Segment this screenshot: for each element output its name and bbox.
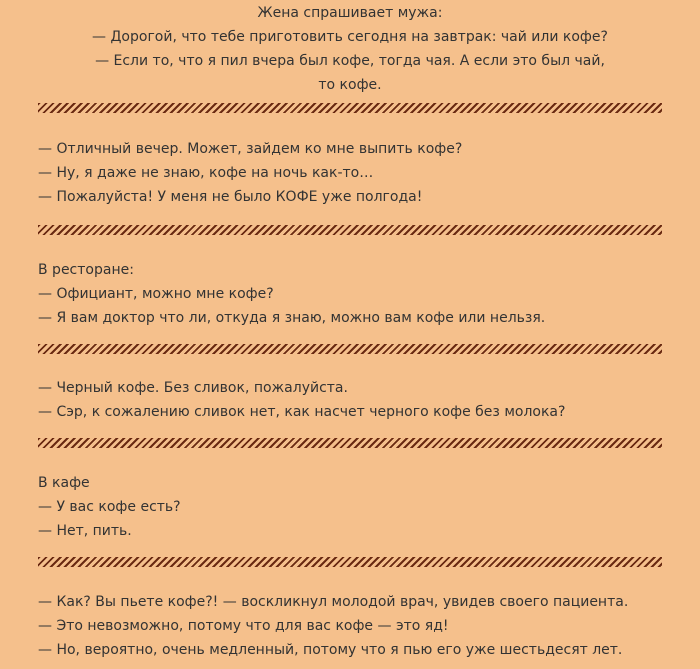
divider — [38, 103, 662, 113]
joke-line: — Сэр, к сожалению сливок нет, как насчет черного кофе без молока? — [38, 404, 566, 420]
joke-2 — [0, 137, 462, 209]
joke-line: — Дорогой, что тебе приготовить сегодня на завтрак: чай или кофе? — [92, 29, 608, 45]
joke-line: — Но, вероятно, очень медленный, потому что я пью его уже шестьдесят лет. — [38, 642, 623, 658]
joke-line: — Отличный вечер. Может, зайдем ко мне выпить кофе? — [38, 141, 463, 157]
joke-line: — Как? Вы пьете кофе?! — воскликнул молодой врач, увидев своего пациента. — [38, 594, 629, 610]
joke-line: — Ну, я даже не знаю, кофе на ночь как-то… — [38, 165, 374, 181]
joke-4 — [0, 376, 565, 424]
divider — [38, 344, 662, 354]
joke-line: — Официант, можно мне кофе? — [38, 286, 274, 302]
joke-line: — Нет, пить. — [38, 523, 132, 539]
joke-6 — [0, 590, 628, 662]
divider — [38, 438, 662, 448]
divider — [38, 225, 662, 235]
joke-5 — [0, 471, 181, 543]
joke-line: — Пожалуйста! У меня не было КОФЕ уже полгода! — [38, 189, 423, 205]
joke-line: В ресторане: — [38, 262, 134, 278]
joke-1 — [0, 1, 700, 97]
joke-line: Жена спрашивает мужа: — [257, 5, 443, 21]
joke-line: то кофе. — [318, 77, 382, 93]
joke-line: — Черный кофе. Без сливок, пожалуйста. — [38, 380, 348, 396]
joke-line: — У вас кофе есть? — [38, 499, 181, 515]
joke-3 — [0, 258, 545, 330]
joke-line: — Если то, что я пил вчера был кофе, тогда чая. А если это был чай, — [95, 53, 605, 69]
joke-line: В кафе — [38, 475, 90, 491]
joke-line: — Это невозможно, потому что для вас кофе — это яд! — [38, 618, 449, 634]
joke-line: — Я вам доктор что ли, откуда я знаю, можно вам кофе или нельзя. — [38, 310, 546, 326]
divider — [38, 557, 662, 567]
